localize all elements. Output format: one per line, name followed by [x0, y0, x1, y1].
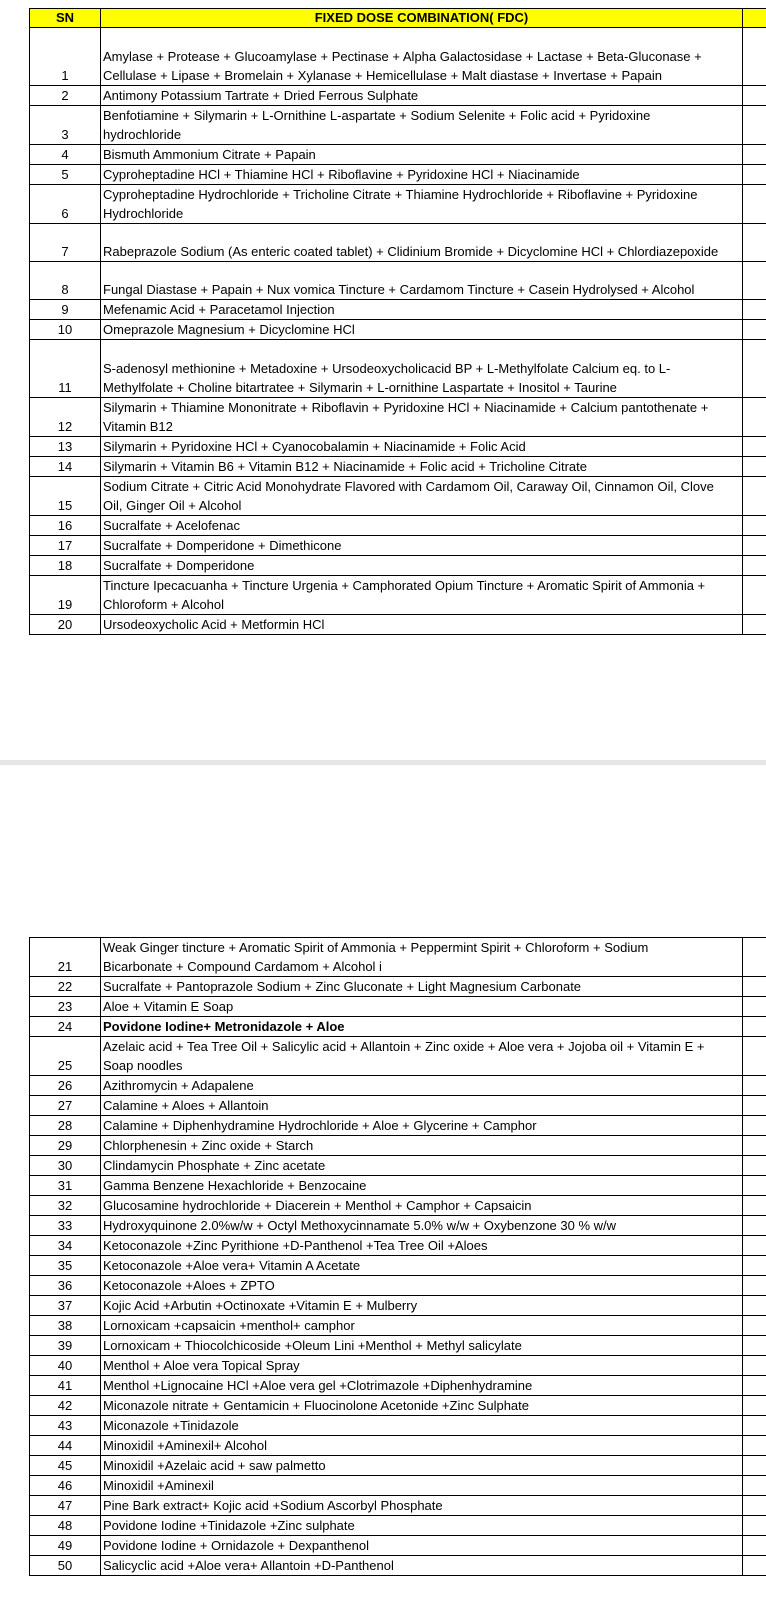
- extra-cell: [743, 320, 766, 340]
- table-row: [30, 1176, 766, 1196]
- table-row: [30, 1476, 766, 1496]
- fdc-line: Cellulase + Lipase + Bromelain + Xylanase + Hemicellulase + Malt diastase + Invertase + Papain: [103, 68, 662, 83]
- table-row: [30, 106, 766, 145]
- table-row: [30, 1416, 766, 1436]
- fdc-cell: [101, 1276, 743, 1296]
- fdc-line: Bismuth Ammonium Citrate + Papain: [103, 147, 316, 162]
- sn-cell: 4: [30, 145, 101, 165]
- sn-cell: 29: [30, 1136, 101, 1156]
- sn-cell: 13: [30, 437, 101, 457]
- sn-cell: 48: [30, 1516, 101, 1536]
- fdc-line: Ketoconazole +Aloes + ZPTO: [103, 1278, 275, 1293]
- sn-cell: 19: [30, 576, 101, 615]
- table-row: [30, 1316, 766, 1336]
- extra-cell: [743, 1176, 766, 1196]
- table-row: [30, 457, 766, 477]
- extra-cell: [743, 1017, 766, 1037]
- fdc-line: Lornoxicam +capsaicin +menthol+ camphor: [103, 1318, 355, 1333]
- table-row: [30, 477, 766, 516]
- fdc-cell: [101, 1116, 743, 1136]
- fdc-cell: [101, 300, 743, 320]
- header-extra: [743, 9, 766, 28]
- sn-cell: 26: [30, 1076, 101, 1096]
- extra-cell: [743, 1216, 766, 1236]
- sn-cell: 2: [30, 86, 101, 106]
- fdc-line: Silymarin + Pyridoxine HCl + Cyanocobalamin + Niacinamide + Folic Acid: [103, 439, 526, 454]
- sn-cell: 40: [30, 1356, 101, 1376]
- fdc-cell: [101, 1076, 743, 1096]
- sn-cell: 17: [30, 536, 101, 556]
- extra-cell: [743, 1316, 766, 1336]
- sn-cell: 24: [30, 1017, 101, 1037]
- table-row: [30, 536, 766, 556]
- table-row: [30, 340, 766, 398]
- fdc-line: Methylfolate + Choline bitartratee + Silymarin + L-ornithine Laspartate + Inositol + Taurine: [103, 380, 617, 395]
- sn-cell: 46: [30, 1476, 101, 1496]
- table-row: [30, 1336, 766, 1356]
- fdc-cell: [101, 1396, 743, 1416]
- sn-cell: 15: [30, 477, 101, 516]
- table-row: [30, 1076, 766, 1096]
- table-row: [30, 516, 766, 536]
- extra-cell: [743, 1476, 766, 1496]
- fdc-line: Rabeprazole Sodium (As enteric coated tablet) + Clidinium Bromide + Dicyclomine HCl + Chlordiazepoxide: [103, 244, 719, 259]
- header-sn: SN: [30, 9, 101, 28]
- fdc-line: Azithromycin + Adapalene: [103, 1078, 254, 1093]
- extra-cell: [743, 576, 766, 615]
- extra-cell: [743, 1037, 766, 1076]
- extra-cell: [743, 536, 766, 556]
- fdc-cell: [101, 224, 743, 262]
- fdc-line: Aloe + Vitamin E Soap: [103, 999, 234, 1014]
- sn-cell: 44: [30, 1436, 101, 1456]
- extra-cell: [743, 28, 766, 86]
- fdc-cell: [101, 1516, 743, 1536]
- table-row: [30, 1136, 766, 1156]
- fdc-cell: [101, 262, 743, 300]
- extra-cell: [743, 165, 766, 185]
- extra-cell: [743, 1376, 766, 1396]
- extra-cell: [743, 398, 766, 437]
- fdc-line: Cyproheptadine Hydrochloride + Tricholine Citrate + Thiamine Hydrochloride + Riboflavine + Pyridoxine: [103, 187, 698, 202]
- sn-cell: 21: [30, 938, 101, 977]
- sn-cell: 3: [30, 106, 101, 145]
- table-row: [30, 1556, 766, 1576]
- fdc-line: Povidone Iodine + Ornidazole + Dexpanthenol: [103, 1538, 369, 1553]
- fdc-line: Oil, Ginger Oil + Alcohol: [103, 498, 242, 513]
- extra-cell: [743, 86, 766, 106]
- sn-cell: 33: [30, 1216, 101, 1236]
- fdc-line: Chlorphenesin + Zinc oxide + Starch: [103, 1138, 314, 1153]
- extra-cell: [743, 1136, 766, 1156]
- fdc-line: hydrochloride: [103, 127, 182, 142]
- table-row: [30, 615, 766, 635]
- page-1: [0, 0, 766, 760]
- fdc-cell: [101, 1476, 743, 1496]
- sn-cell: 25: [30, 1037, 101, 1076]
- fdc-table-page-1: [29, 8, 766, 635]
- fdc-line: Omeprazole Magnesium + Dicyclomine HCl: [103, 322, 355, 337]
- fdc-line: Azelaic acid + Tea Tree Oil + Salicylic acid + Allantoin + Zinc oxide + Aloe vera + Jojoba oil + Vitamin E +: [103, 1039, 705, 1054]
- table-row: [30, 1196, 766, 1216]
- table-row: [30, 28, 766, 86]
- extra-cell: [743, 457, 766, 477]
- extra-cell: [743, 1196, 766, 1216]
- extra-cell: [743, 185, 766, 224]
- fdc-cell: [101, 398, 743, 437]
- table-row: [30, 1116, 766, 1136]
- fdc-line: Vitamin B12: [103, 419, 173, 434]
- fdc-line: Sodium Citrate + Citric Acid Monohydrate Flavored with Cardamom Oil, Caraway Oil, Cinnamon Oil, Clove: [103, 479, 714, 494]
- fdc-line: Sucralfate + Pantoprazole Sodium + Zinc Gluconate + Light Magnesium Carbonate: [103, 979, 582, 994]
- sn-cell: 36: [30, 1276, 101, 1296]
- table-row: [30, 1456, 766, 1476]
- table-row: [30, 938, 766, 977]
- fdc-line: Bicarbonate + Compound Cardamom + Alcohol i: [103, 959, 382, 974]
- fdc-line: Lornoxicam + Thiocolchicoside +Oleum Lini +Menthol + Methyl salicylate: [103, 1338, 522, 1353]
- fdc-cell: [101, 1336, 743, 1356]
- fdc-line: Miconazole +Tinidazole: [103, 1418, 239, 1433]
- extra-cell: [743, 1436, 766, 1456]
- fdc-cell: [101, 1017, 743, 1037]
- fdc-cell: [101, 977, 743, 997]
- fdc-cell: [101, 1037, 743, 1076]
- extra-cell: [743, 1456, 766, 1476]
- table-row: [30, 1436, 766, 1456]
- extra-cell: [743, 1556, 766, 1576]
- table-row: [30, 1536, 766, 1556]
- fdc-cell: [101, 185, 743, 224]
- extra-cell: [743, 106, 766, 145]
- extra-cell: [743, 556, 766, 576]
- sn-cell: 30: [30, 1156, 101, 1176]
- fdc-line: Salicyclic acid +Aloe vera+ Allantoin +D-Panthenol: [103, 1558, 394, 1573]
- sn-cell: 9: [30, 300, 101, 320]
- fdc-cell: [101, 1316, 743, 1336]
- extra-cell: [743, 997, 766, 1017]
- table-row: [30, 1496, 766, 1516]
- fdc-line: Silymarin + Vitamin B6 + Vitamin B12 + Niacinamide + Folic acid + Tricholine Citrate: [103, 459, 587, 474]
- fdc-cell: [101, 938, 743, 977]
- fdc-line: Menthol +Lignocaine HCl +Aloe vera gel +Clotrimazole +Diphenhydramine: [103, 1378, 533, 1393]
- extra-cell: [743, 1076, 766, 1096]
- sn-cell: 35: [30, 1256, 101, 1276]
- table-row: [30, 977, 766, 997]
- table-row: [30, 1296, 766, 1316]
- extra-cell: [743, 145, 766, 165]
- sn-cell: 1: [30, 28, 101, 86]
- extra-cell: [743, 1536, 766, 1556]
- fdc-line: Benfotiamine + Silymarin + L-Ornithine L-aspartate + Sodium Selenite + Folic acid + Pyridoxine: [103, 108, 651, 123]
- extra-cell: [743, 1416, 766, 1436]
- fdc-cell: [101, 1136, 743, 1156]
- sn-cell: 45: [30, 1456, 101, 1476]
- sn-cell: 39: [30, 1336, 101, 1356]
- fdc-line: Minoxidil +Aminexil: [103, 1478, 214, 1493]
- sn-cell: 5: [30, 165, 101, 185]
- page-2: [0, 765, 766, 1612]
- sn-cell: 47: [30, 1496, 101, 1516]
- sn-cell: 49: [30, 1536, 101, 1556]
- fdc-cell: [101, 1296, 743, 1316]
- extra-cell: [743, 1256, 766, 1276]
- sn-cell: 43: [30, 1416, 101, 1436]
- fdc-cell: [101, 1236, 743, 1256]
- fdc-cell: [101, 477, 743, 516]
- extra-cell: [743, 262, 766, 300]
- table-row: [30, 165, 766, 185]
- table-row: [30, 1256, 766, 1276]
- table-row: [30, 1236, 766, 1256]
- fdc-line: Kojic Acid +Arbutin +Octinoxate +Vitamin E + Mulberry: [103, 1298, 418, 1313]
- fdc-cell: [101, 1196, 743, 1216]
- fdc-cell: [101, 997, 743, 1017]
- table-row: [30, 1396, 766, 1416]
- table-row: [30, 1516, 766, 1536]
- fdc-line: Povidone Iodine +Tinidazole +Zinc sulphate: [103, 1518, 355, 1533]
- fdc-line: Ursodeoxycholic Acid + Metformin HCl: [103, 617, 325, 632]
- fdc-cell: [101, 28, 743, 86]
- fdc-cell: [101, 615, 743, 635]
- extra-cell: [743, 1116, 766, 1136]
- fdc-line: Silymarin + Thiamine Mononitrate + Riboflavin + Pyridoxine HCl + Niacinamide + Calcium pantothenate +: [103, 400, 709, 415]
- extra-cell: [743, 1276, 766, 1296]
- extra-cell: [743, 516, 766, 536]
- sn-cell: 41: [30, 1376, 101, 1396]
- fdc-line: Minoxidil +Azelaic acid + saw palmetto: [103, 1458, 326, 1473]
- extra-cell: [743, 437, 766, 457]
- sn-cell: 10: [30, 320, 101, 340]
- fdc-cell: [101, 1456, 743, 1476]
- extra-cell: [743, 300, 766, 320]
- sn-cell: 12: [30, 398, 101, 437]
- fdc-line: S-adenosyl methionine + Metadoxine + Ursodeoxycholicacid BP + L-Methylfolate Calcium eq. to L-: [103, 361, 671, 376]
- fdc-line: Sucralfate + Acelofenac: [103, 518, 240, 533]
- fdc-line: Menthol + Aloe vera Topical Spray: [103, 1358, 300, 1373]
- sn-cell: 50: [30, 1556, 101, 1576]
- fdc-cell: [101, 1416, 743, 1436]
- extra-cell: [743, 1336, 766, 1356]
- sn-cell: 18: [30, 556, 101, 576]
- fdc-cell: [101, 1376, 743, 1396]
- header-fdc: FIXED DOSE COMBINATION( FDC): [101, 9, 743, 28]
- fdc-line: Sucralfate + Domperidone: [103, 558, 255, 573]
- fdc-cell: [101, 1356, 743, 1376]
- fdc-cell: [101, 1216, 743, 1236]
- extra-cell: [743, 938, 766, 977]
- fdc-line: Calamine + Aloes + Allantoin: [103, 1098, 269, 1113]
- table-row: [30, 1096, 766, 1116]
- fdc-cell: [101, 1436, 743, 1456]
- fdc-line: Hydrochloride: [103, 206, 184, 221]
- table-row: [30, 1356, 766, 1376]
- fdc-cell: [101, 1096, 743, 1116]
- fdc-cell: [101, 437, 743, 457]
- fdc-line: Glucosamine hydrochloride + Diacerein + Menthol + Camphor + Capsaicin: [103, 1198, 532, 1213]
- sn-cell: 38: [30, 1316, 101, 1336]
- extra-cell: [743, 1296, 766, 1316]
- fdc-line: Clindamycin Phosphate + Zinc acetate: [103, 1158, 326, 1173]
- fdc-cell: [101, 145, 743, 165]
- extra-cell: [743, 340, 766, 398]
- extra-cell: [743, 477, 766, 516]
- fdc-cell: [101, 1536, 743, 1556]
- sn-cell: 20: [30, 615, 101, 635]
- sn-cell: 31: [30, 1176, 101, 1196]
- fdc-line: Calamine + Diphenhydramine Hydrochloride + Aloe + Glycerine + Camphor: [103, 1118, 537, 1133]
- table-row: [30, 86, 766, 106]
- extra-cell: [743, 1516, 766, 1536]
- sn-cell: 11: [30, 340, 101, 398]
- table-row: [30, 576, 766, 615]
- fdc-line: Sucralfate + Domperidone + Dimethicone: [103, 538, 342, 553]
- fdc-line: Hydroxyquinone 2.0%w/w + Octyl Methoxycinnamate 5.0% w/w + Oxybenzone 30 % w/w: [103, 1218, 617, 1233]
- sn-cell: 6: [30, 185, 101, 224]
- fdc-cell: [101, 556, 743, 576]
- fdc-cell: [101, 165, 743, 185]
- fdc-cell: [101, 536, 743, 556]
- fdc-line: Minoxidil +Aminexil+ Alcohol: [103, 1438, 268, 1453]
- sn-cell: 22: [30, 977, 101, 997]
- fdc-line: Mefenamic Acid + Paracetamol Injection: [103, 302, 335, 317]
- table-row: [30, 224, 766, 262]
- fdc-cell: [101, 1256, 743, 1276]
- table-row: [30, 1017, 766, 1037]
- fdc-cell: [101, 1176, 743, 1196]
- fdc-cell: [101, 86, 743, 106]
- fdc-cell: [101, 457, 743, 477]
- fdc-line: Fungal Diastase + Papain + Nux vomica Tincture + Cardamom Tincture + Casein Hydrolysed + Alcohol: [103, 282, 695, 297]
- table-row: [30, 997, 766, 1017]
- fdc-cell: [101, 340, 743, 398]
- table-row: [30, 398, 766, 437]
- table-row: [30, 185, 766, 224]
- fdc-line: Miconazole nitrate + Gentamicin + Fluocinolone Acetonide +Zinc Sulphate: [103, 1398, 530, 1413]
- fdc-cell: [101, 516, 743, 536]
- sn-cell: 8: [30, 262, 101, 300]
- table-row: [30, 1376, 766, 1396]
- table-row: [30, 1156, 766, 1176]
- extra-cell: [743, 1156, 766, 1176]
- fdc-line: Antimony Potassium Tartrate + Dried Ferrous Sulphate: [103, 88, 419, 103]
- extra-cell: [743, 1236, 766, 1256]
- fdc-line: Tincture Ipecacuanha + Tincture Urgenia + Camphorated Opium Tincture + Aromatic Spirit of Ammonia +: [103, 578, 706, 593]
- fdc-line: Ketoconazole +Zinc Pyrithione +D-Panthenol +Tea Tree Oil +Aloes: [103, 1238, 488, 1253]
- table-row: [30, 320, 766, 340]
- fdc-line: Pine Bark extract+ Kojic acid +Sodium Ascorbyl Phosphate: [103, 1498, 443, 1513]
- fdc-cell: [101, 1496, 743, 1516]
- fdc-line: Povidone Iodine+ Metronidazole + Aloe: [103, 1019, 345, 1034]
- fdc-cell: [101, 320, 743, 340]
- sn-cell: 28: [30, 1116, 101, 1136]
- fdc-line: Ketoconazole +Aloe vera+ Vitamin A Acetate: [103, 1258, 361, 1273]
- fdc-line: Amylase + Protease + Glucoamylase + Pectinase + Alpha Galactosidase + Lactase + Beta-Gluconase +: [103, 49, 702, 64]
- fdc-line: Weak Ginger tincture + Aromatic Spirit of Ammonia + Peppermint Spirit + Chloroform + Sodium: [103, 940, 649, 955]
- sn-cell: 27: [30, 1096, 101, 1116]
- sn-cell: 14: [30, 457, 101, 477]
- extra-cell: [743, 977, 766, 997]
- fdc-cell: [101, 576, 743, 615]
- sn-cell: 16: [30, 516, 101, 536]
- extra-cell: [743, 1496, 766, 1516]
- extra-cell: [743, 615, 766, 635]
- fdc-line: Soap noodles: [103, 1058, 183, 1073]
- table-row: [30, 300, 766, 320]
- fdc-line: Cyproheptadine HCl + Thiamine HCl + Riboflavine + Pyridoxine HCl + Niacinamide: [103, 167, 580, 182]
- table-row: [30, 145, 766, 165]
- table-row: [30, 262, 766, 300]
- table-row: [30, 1037, 766, 1076]
- table-row: [30, 1276, 766, 1296]
- sn-cell: 42: [30, 1396, 101, 1416]
- sn-cell: 23: [30, 997, 101, 1017]
- extra-cell: [743, 1096, 766, 1116]
- extra-cell: [743, 224, 766, 262]
- sn-cell: 37: [30, 1296, 101, 1316]
- fdc-table-page-2: [29, 937, 766, 1576]
- table-row: [30, 556, 766, 576]
- fdc-line: Chloroform + Alcohol: [103, 597, 225, 612]
- sn-cell: 34: [30, 1236, 101, 1256]
- extra-cell: [743, 1356, 766, 1376]
- fdc-cell: [101, 1556, 743, 1576]
- sn-cell: 32: [30, 1196, 101, 1216]
- table-row: [30, 437, 766, 457]
- fdc-line: Gamma Benzene Hexachloride + Benzocaine: [103, 1178, 367, 1193]
- extra-cell: [743, 1396, 766, 1416]
- fdc-cell: [101, 106, 743, 145]
- fdc-cell: [101, 1156, 743, 1176]
- table-row: [30, 1216, 766, 1236]
- sn-cell: 7: [30, 224, 101, 262]
- header-row: [30, 9, 766, 28]
